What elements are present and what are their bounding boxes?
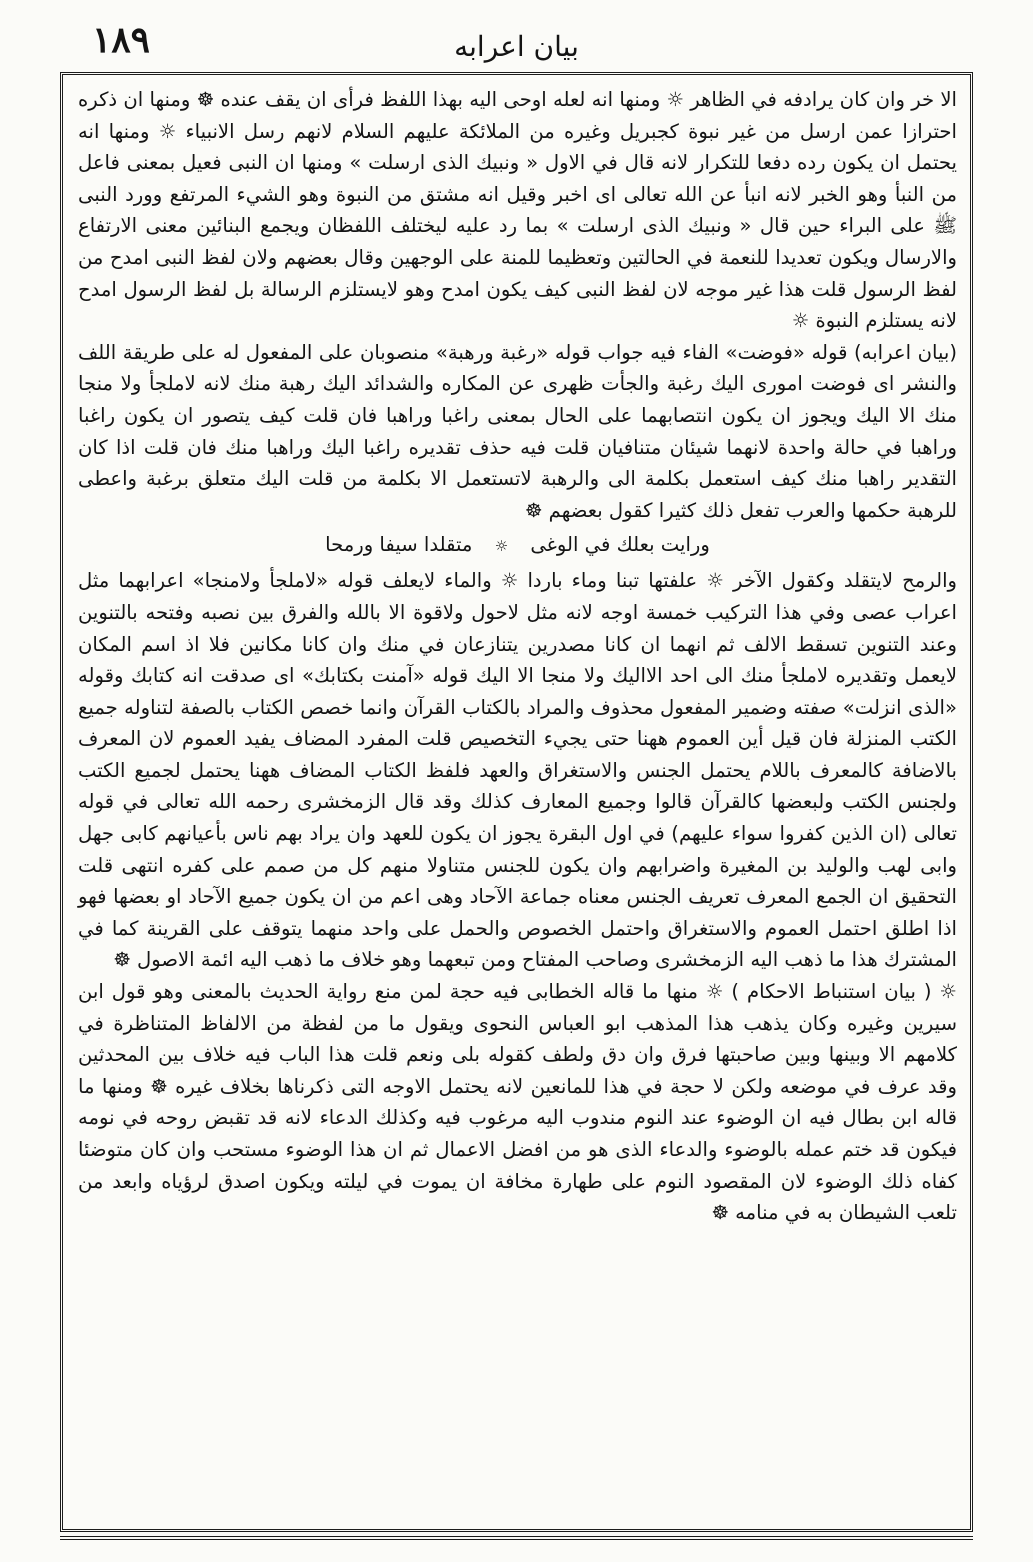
verse-hemistich-right: ورايت بعلك في الوغى (530, 533, 710, 557)
running-title: بيان اعرابه (454, 30, 579, 63)
bottom-rule (60, 1536, 973, 1540)
paragraph-irab: (بيان اعرابه) قوله «فوضت» الفاء فيه جواب قوله «رغبة ورهبة» منصوبان على المفعول له على طريقة اللف والنشر اى فوضت امورى اليك رغبة والجأت ظهرى عن المكاره والشدائد اليك رهبة منك لانه لاملجأ ولا منجا منك الا اليك ويجوز ان يكون انتصابهما على الحال بمعنى راغبا وراهبا فان قلت كيف يتصور ان يكون راغبا وراهبا في حالة واحدة لانهما شيئان متنافيان قلت فيه حذف تقديره راغبا اليك وراهبا منك فان قلت اذا كان التقدير راهبا منك كيف استعمل بكلمة الى والرهبة لاتستعمل الا بكلمة من قلت اليك متعلق برغبة واعطى للرهبة حكمها والعرب تفعل ذلك كثيرا كقول بعضهم ☸ (78, 340, 957, 522)
paragraph-ahkam: ☼ ( بيان استنباط الاحكام ) ☼ منها ما قاله الخطابى فيه حجة لمن منع رواية الحديث بالمعنى وهو قول ابن سيرين وغيره وكان يذهب هذا المذهب ابو العباس النحوى ويقول ما من لفظة من الالفاظ المتناظرة في كلامهم الا وبينها وبين صاحبتها فرق وان دق ولطف كقوله بلى ونعم قلت هذا الباب فيه خلاف بين المحدثين وقد عرف في موضعه ولكن لا حجة في هذا للمانعين لانه يحتمل الاوجه التى ذكرناها بخلاف غيره ☸ ومنها ما قاله ابن بطال فيه ان الوضوء عند النوم مندوب اليه مرغوب فيه وكذلك الدعاء لانه قد تقبض روحه في نومه فيكون قد ختم عمله بالوضوء والدعاء الذى هو من افضل الاعمال ثم ان هذا الوضوء مستحب وان كان متوضئا كفاه ذلك الوضوء لان المقصود النوم على طهارة مخافة ان يموت في ليلته ويكون اصدق لرؤياه وابعد من تلعب الشيطان به في منامه ☸ (78, 980, 957, 1225)
page-number: ١٨٩ (92, 19, 151, 61)
paragraph-irab-continued: والرمح لايتقلد وكقول الآخر ☼ علفتها تبنا وماء باردا ☼ والماء لايعلف قوله «لاملجأ ولامنجا» اعرابهما مثل اعراب عصى وفي هذا التركيب خمسة اوجه لانه مثل لاحول ولاقوة الا بالله والفرق بين نصبه وفتحه بالتنوين وعند التنوين تسقط الالف ثم انهما ان كانا مصدرين يتنازعان في منك وان كانا مكانين فلا اذ اسم المكان لايعمل وتقديره لاملجأ منك الى احد الااليك ولا منجا الا اليك قوله «آمنت بكتابك» اى صدقت انه كتابك وقوله «الذى انزلت» صفته وضمير المفعول محذوف والمراد بالكتاب القرآن وانما خصص الكتاب بالصفة لتناوله جميع الكتب المنزلة فان قيل أين العموم ههنا حتى يجيء التخصيص قلت المفرد المضاف يفيد العموم لان المعرف بالاضافة كالمعرف باللام يحتمل الجنس والاستغراق والعهد فلفظ الكتاب المضاف ههنا يحتمل لجميع الكتب ولجنس الكتب ولبعضها كالقرآن قالوا وجميع المعارف كذلك وقد قال الزمخشرى رحمه الله تعالى في قوله تعالى (ان الذين كفروا سواء عليهم) في اول البقرة يجوز ان يكون للعهد وان يراد بهم ناس بأعيانهم كابى جهل وابى لهب والوليد بن المغيرة واضرابهم وان يكون للجنس متناولا منهم كل من صمم على كفره انتهى قلت التحقيق ان الجمع المعرف تعريف الجنس معناه جماعة الآحاد وهى اعم من ان يكون جميع الآحاد او بعضها فهو اذا اطلق احتمل العموم والاستغراق واحتمل الخصوص والحمل على واحد منهما يتوقف على القرينة كما في المشترك هذا ما ذهب اليه الزمخشرى وصاحب المفتاح ومن تبعهما وهو خلاف ما ذهب اليه ائمة الاصول ☸ (78, 569, 957, 972)
verse-separator-icon: ☼ (494, 537, 509, 556)
main-text (78, 84, 957, 1229)
verse-hemistich-left: متقلدا سيفا ورمحا (325, 533, 473, 557)
poetry-verse (78, 528, 957, 563)
paragraph-grammar-variant: الا خر وان كان يرادفه في الظاهر ☼ ومنها انه لعله اوحى اليه بهذا اللفظ فرأى ان يقف عنده ☸ ومنها ان ذكره احترازا عمن ارسل من غير نبوة كجبريل وغيره من الملائكة عليهم السلام لانهم رسل الانبياء ☼ ومنها انه يحتمل ان يكون رده دفعا للتكرار لانه قال في الاول « ونبيك الذى ارسلت » ومنها ان النبى فعيل بمعنى فاعل من النبأ وهو الخبر لانه انبأ عن الله تعالى اى اخبر وقيل انه مشتق من النبوة وهو الشيء المرتفع وورد النبى ﷺ على البراء حين قال « ونبيك الذى ارسلت » بما رد عليه ليختلف اللفظان ويجمع البنائين معنى الارتفاع والارسال ويكون تعديدا للنعمة في الحالتين وتعظيما للمنة على الوجهين وقال بعضهم ولان لفظ النبى امدح من لفظ الرسول قلت هذا غير موجه لان لفظ النبى كيف يكون امدح وهو لايستلزم الرسالة بل لفظ الرسول امدح لانه يستلزم النبوة ☼ (78, 88, 957, 333)
